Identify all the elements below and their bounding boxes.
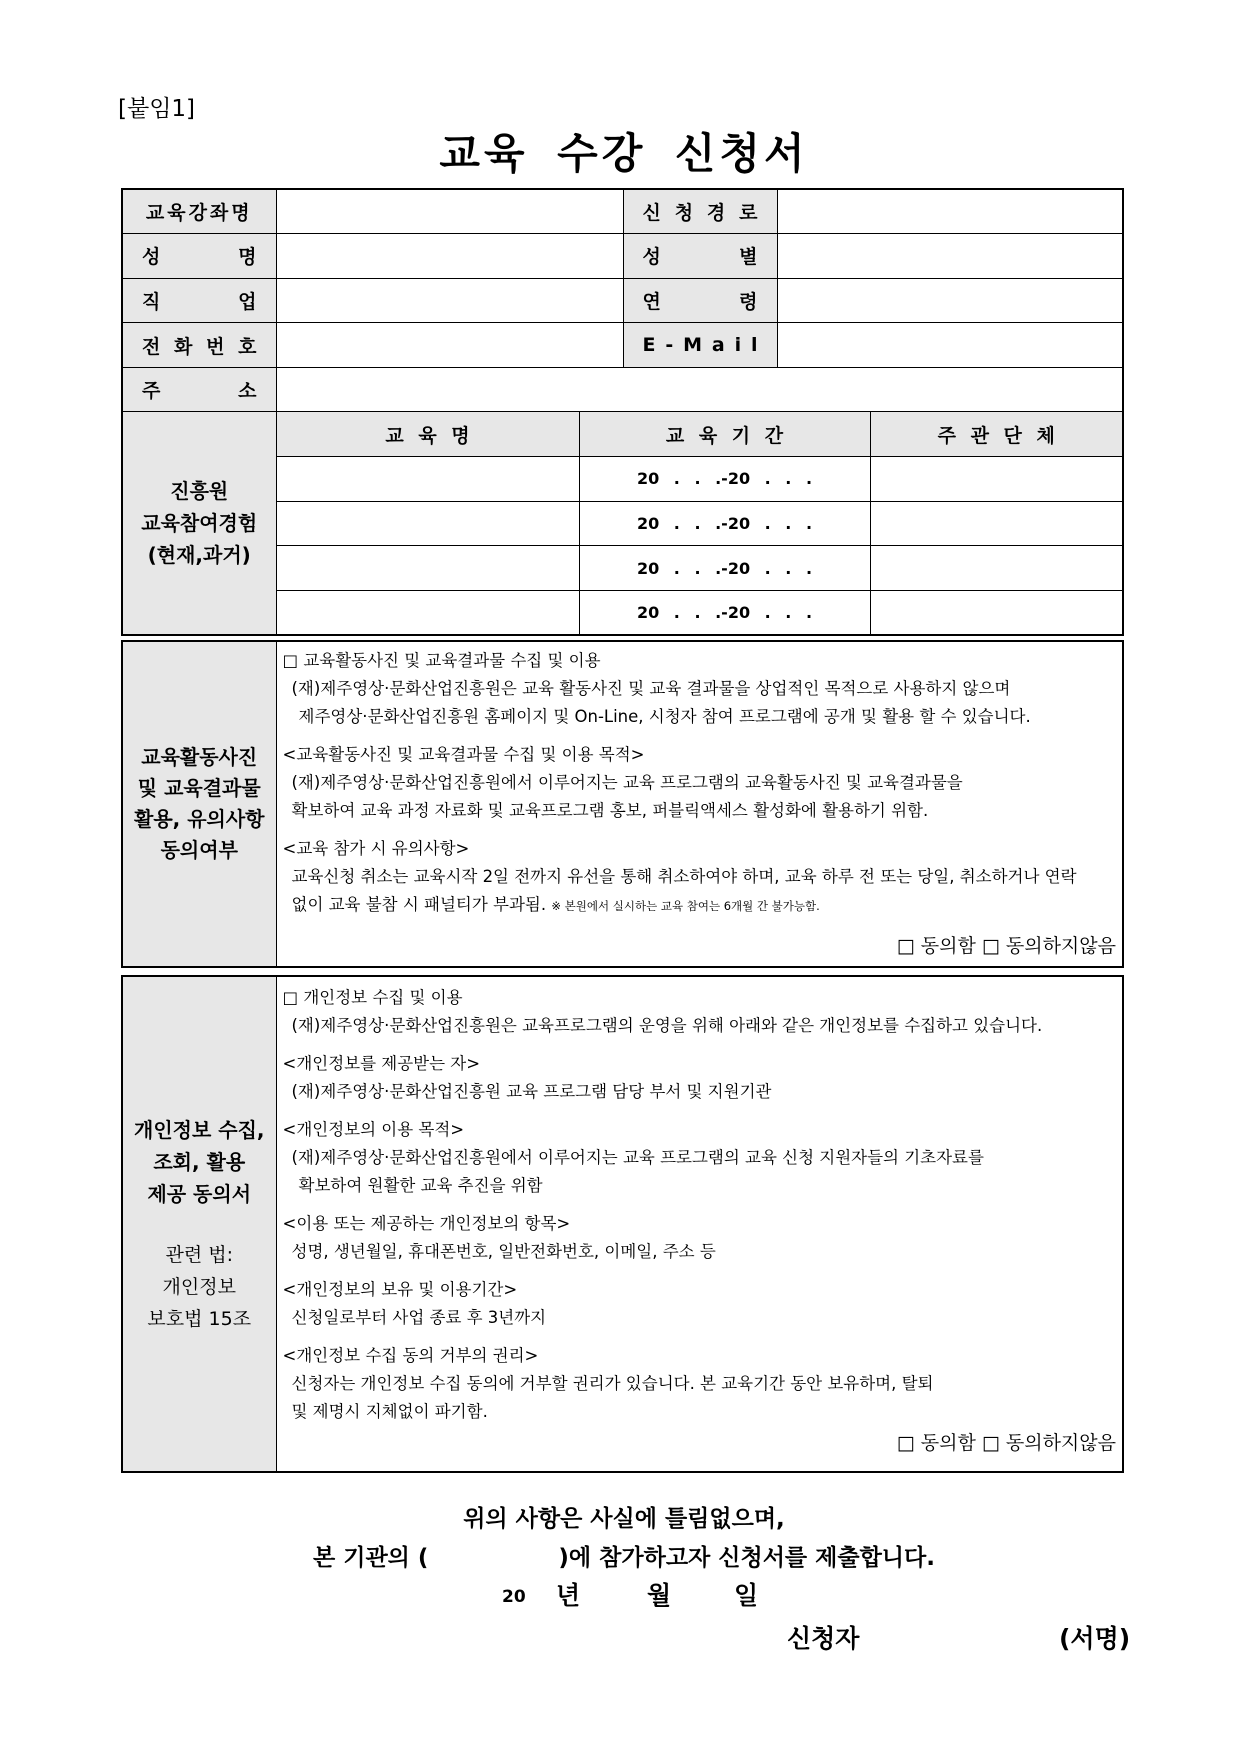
address-label: 주 소	[122, 367, 276, 412]
notice-text: 교육신청 취소는 교육시작 2일 전까지 유선을 통해 취소하여야 하며, 교육 하루 전 또는 당일, 취소하거나 연락	[291, 867, 1077, 886]
privacy-section-text: (재)제주영상·문화산업진흥원 교육 프로그램 담당 부서 및 지원기관	[291, 1082, 772, 1101]
form-row	[122, 367, 1123, 412]
signature-label: (서명)	[1059, 1624, 1131, 1653]
agree-option: □ 동의함	[896, 935, 976, 957]
privacy-section-heading: <개인정보의 이용 목적>	[282, 1120, 465, 1139]
history-label-line: (현재,과거)	[147, 543, 251, 568]
applicant-label: 신청자	[787, 1624, 860, 1653]
history-period-cell: 20 . . .-20 . . .	[579, 501, 870, 546]
declaration-line	[200, 1544, 1048, 1572]
phone-value	[276, 323, 623, 368]
photo-consent-label-line: 및 교육결과물	[137, 776, 261, 800]
course-name-label: 교육강좌명	[122, 189, 276, 234]
attachment-label: [붙임1]	[118, 96, 196, 122]
history-label-line: 진흥원	[170, 479, 229, 504]
privacy-section-text: 신청자는 개인정보 수집 동의에 거부할 권리가 있습니다. 본 교육기간 동안 보유하며, 탈퇴	[291, 1374, 934, 1393]
form-row	[122, 234, 1123, 279]
privacy-section-text: 확보하여 원활한 교육 추진을 위함	[298, 1176, 543, 1195]
history-course-cell	[276, 546, 579, 591]
photo-purpose-heading: <교육활동사진 및 교육결과물 수집 및 이용 목적>	[282, 745, 645, 764]
declaration-suffix: )에 참가하고자 신청서를 제출합니다.	[558, 1545, 935, 1571]
date-month-unit: 월	[647, 1581, 672, 1610]
date-year-unit: 년	[556, 1581, 581, 1610]
disagree-option: □ 동의하지않음	[981, 1432, 1116, 1454]
phone-label: 전 화 번 호	[122, 323, 276, 368]
declaration-prefix: 본 기관의 (	[313, 1545, 429, 1571]
history-course-cell	[276, 457, 579, 502]
history-header-organizer: 주 관 단 체	[870, 412, 1123, 457]
privacy-section-heading: <개인정보 수집 동의 거부의 권리>	[282, 1346, 539, 1365]
course-name-value	[276, 189, 623, 234]
privacy-consent-label	[122, 976, 276, 1472]
privacy-consent-options	[283, 1429, 1119, 1457]
history-header-period: 교 육 기 간	[579, 412, 870, 457]
photo-consent-table	[121, 640, 1124, 968]
privacy-section-text: (재)제주영상·문화산업진흥원은 교육프로그램의 운영을 위해 아래와 같은 개인정보를 수집하고 있습니다.	[291, 1016, 1043, 1035]
page-title: 교육 수강 신청서	[439, 129, 809, 178]
privacy-section-text: 신청일로부터 사업 종료 후 3년까지	[291, 1308, 547, 1327]
applicant-info-table	[121, 188, 1124, 636]
address-value	[276, 367, 1123, 412]
notice-footnote: ※ 본원에서 실시하는 교육 참여는 6개월 간 불가능함.	[551, 899, 820, 913]
history-header-course: 교 육 명	[276, 412, 579, 457]
history-period-cell: 20 . . .-20 . . .	[579, 546, 870, 591]
privacy-label-line: 조회, 활용	[153, 1149, 246, 1174]
history-period-cell: 20 . . .-20 . . .	[579, 457, 870, 502]
privacy-section-heading: <개인정보를 제공받는 자>	[282, 1054, 481, 1073]
privacy-section-text: 성명, 생년월일, 휴대폰번호, 일반전화번호, 이메일, 주소 등	[291, 1242, 716, 1261]
declaration-line: 위의 사항은 사실에 틀림없으며,	[463, 1506, 785, 1532]
name-value	[276, 234, 623, 279]
history-header-row	[122, 412, 1123, 457]
form-row	[122, 278, 1123, 323]
history-organizer-cell	[870, 590, 1123, 635]
name-label: 성 명	[122, 234, 276, 279]
related-law-line: 보호법 15조	[147, 1307, 252, 1330]
history-course-cell	[276, 590, 579, 635]
application-route-label: 신 청 경 로	[623, 189, 777, 234]
privacy-consent-table	[121, 975, 1124, 1473]
email-value	[777, 323, 1123, 368]
photo-consent-label-line: 교육활동사진	[141, 745, 258, 769]
privacy-section-heading: <개인정보의 보유 및 이용기간>	[282, 1280, 518, 1299]
notice-text: 없이 교육 불참 시 패널티가 부과됨.	[291, 895, 547, 914]
privacy-section-heading: □ 개인정보 수집 및 이용	[282, 988, 463, 1007]
privacy-consent-content	[276, 976, 1123, 1472]
gender-value	[777, 234, 1123, 279]
privacy-label-line: 개인정보 수집,	[134, 1117, 265, 1142]
photo-purpose-text: (재)제주영상·문화산업진흥원에서 이루어지는 교육 프로그램의 교육활동사진 및 교육결과물을	[291, 773, 963, 792]
gender-label: 성 별	[623, 234, 777, 279]
email-label: E - M a i l	[623, 323, 777, 368]
occupation-value	[276, 278, 623, 323]
date-year-prefix: 20	[502, 1587, 526, 1607]
photo-consent-label-line: 동의여부	[160, 838, 238, 862]
application-route-value	[777, 189, 1123, 234]
photo-consent-heading: □ 교육활동사진 및 교육결과물 수집 및 이용	[282, 651, 601, 670]
history-organizer-cell	[870, 546, 1123, 591]
form-row	[122, 323, 1123, 368]
history-course-cell	[276, 501, 579, 546]
privacy-section-text: 및 제명시 지체없이 파기함.	[291, 1402, 488, 1421]
photo-consent-label	[122, 641, 276, 967]
date-day-unit: 일	[734, 1581, 759, 1610]
photo-consent-label-line: 활용, 유의사항	[134, 807, 265, 831]
form-row	[122, 189, 1123, 234]
age-label: 연 령	[623, 278, 777, 323]
history-label-line: 교육참여경험	[141, 511, 258, 536]
occupation-label: 직 업	[122, 278, 276, 323]
related-law-line: 관련 법:	[165, 1243, 233, 1266]
privacy-section-heading: <이용 또는 제공하는 개인정보의 항목>	[282, 1214, 571, 1233]
photo-consent-options	[283, 932, 1119, 960]
history-organizer-cell	[870, 501, 1123, 546]
age-value	[777, 278, 1123, 323]
disagree-option: □ 동의하지않음	[981, 935, 1116, 957]
photo-purpose-text: 확보하여 교육 과정 자료화 및 교육프로그램 홍보, 퍼블릭액세스 활성화에 활용하기 위함.	[291, 801, 929, 820]
notice-heading: <교육 참가 시 유의사항>	[282, 839, 470, 858]
photo-consent-text: (재)제주영상·문화산업진흥원은 교육 활동사진 및 교육 결과물을 상업적인 목적으로 사용하지 않으며	[291, 679, 1011, 698]
privacy-section-text: (재)제주영상·문화산업진흥원에서 이루어지는 교육 프로그램의 교육 신청 지원자들의 기초자료를	[291, 1148, 984, 1167]
photo-consent-content	[276, 641, 1123, 967]
history-organizer-cell	[870, 457, 1123, 502]
agree-option: □ 동의함	[896, 1432, 976, 1454]
photo-consent-text: 제주영상·문화산업진흥원 홈페이지 및 On-Line, 시청자 참여 프로그램에 공개 및 활용 할 수 있습니다.	[298, 707, 1031, 726]
privacy-label-line: 제공 동의서	[147, 1181, 252, 1206]
education-history-label	[122, 412, 276, 635]
related-law-line: 개인정보	[162, 1275, 236, 1298]
history-period-cell: 20 . . .-20 . . .	[579, 590, 870, 635]
notice-text-line	[283, 891, 1119, 920]
